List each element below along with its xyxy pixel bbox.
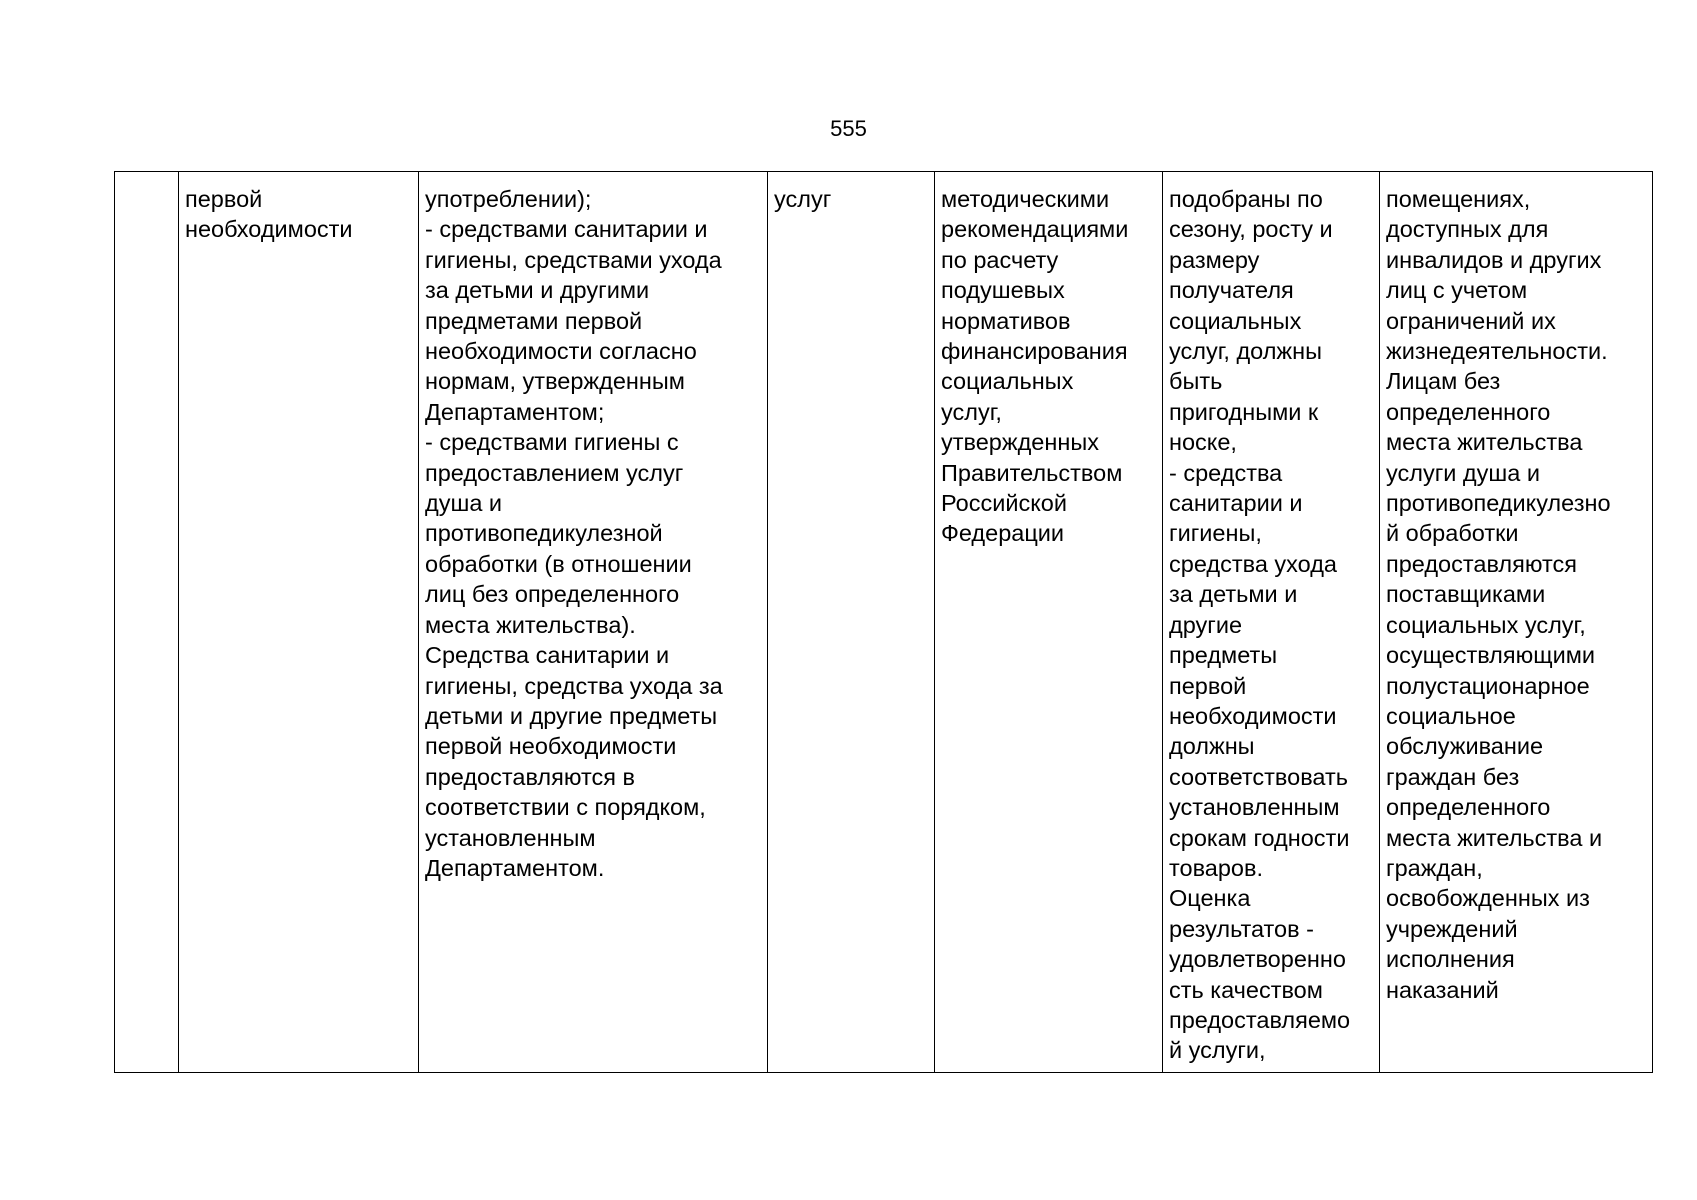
table-cell-conditions: помещениях, доступных для инвалидов и других лиц с учетом ограничений их жизнедеятельности. Лицам без определенного места жительства услуги душа и противопедикулезно й обработки предоставляются поставщиками социальных услуг, осуществляющими полустационарное социальное обслуживание граждан без определенного места жительства и граждан, освобожденных из учреждений исполнения наказаний — [1380, 172, 1653, 1073]
table-cell-number — [115, 172, 179, 1073]
page-number: 555 — [830, 116, 867, 141]
table-cell-financing: методическими рекомендациями по расчету подушевых нормативов финансирования социальных услуг, утвержденных Правительством Российской Федерации — [935, 172, 1163, 1073]
table-cell-quality: подобраны по сезону, росту и размеру получателя социальных услуг, должны быть пригодными к носке, - средства санитарии и гигиены, средства ухода за детьми и другие предметы первой необходимости должны соответствовать установленным срокам годности товаров. Оценка результатов - удовлетворенно сть качеством предоставляемо й услуги, — [1163, 172, 1380, 1073]
table-cell-description: употреблении); - средствами санитарии и гигиены, средствами ухода за детьми и другими предметами первой необходимости согласно нормам, утвержденным Департаментом; - средствами гигиены с предоставлением услуг душа и противопедикулезной обработки (в отношении лиц без определенного места жительства). Средства санитарии и гигиены, средства ухода за детьми и другие предметы первой необходимости предоставляются в соответствии с порядком, установленным Департаментом. — [419, 172, 768, 1073]
table-cell-timing: услуг — [768, 172, 935, 1073]
table-row — [115, 172, 1653, 1073]
table-cell-service-name: первой необходимости — [179, 172, 419, 1073]
content-table — [114, 171, 1653, 1073]
